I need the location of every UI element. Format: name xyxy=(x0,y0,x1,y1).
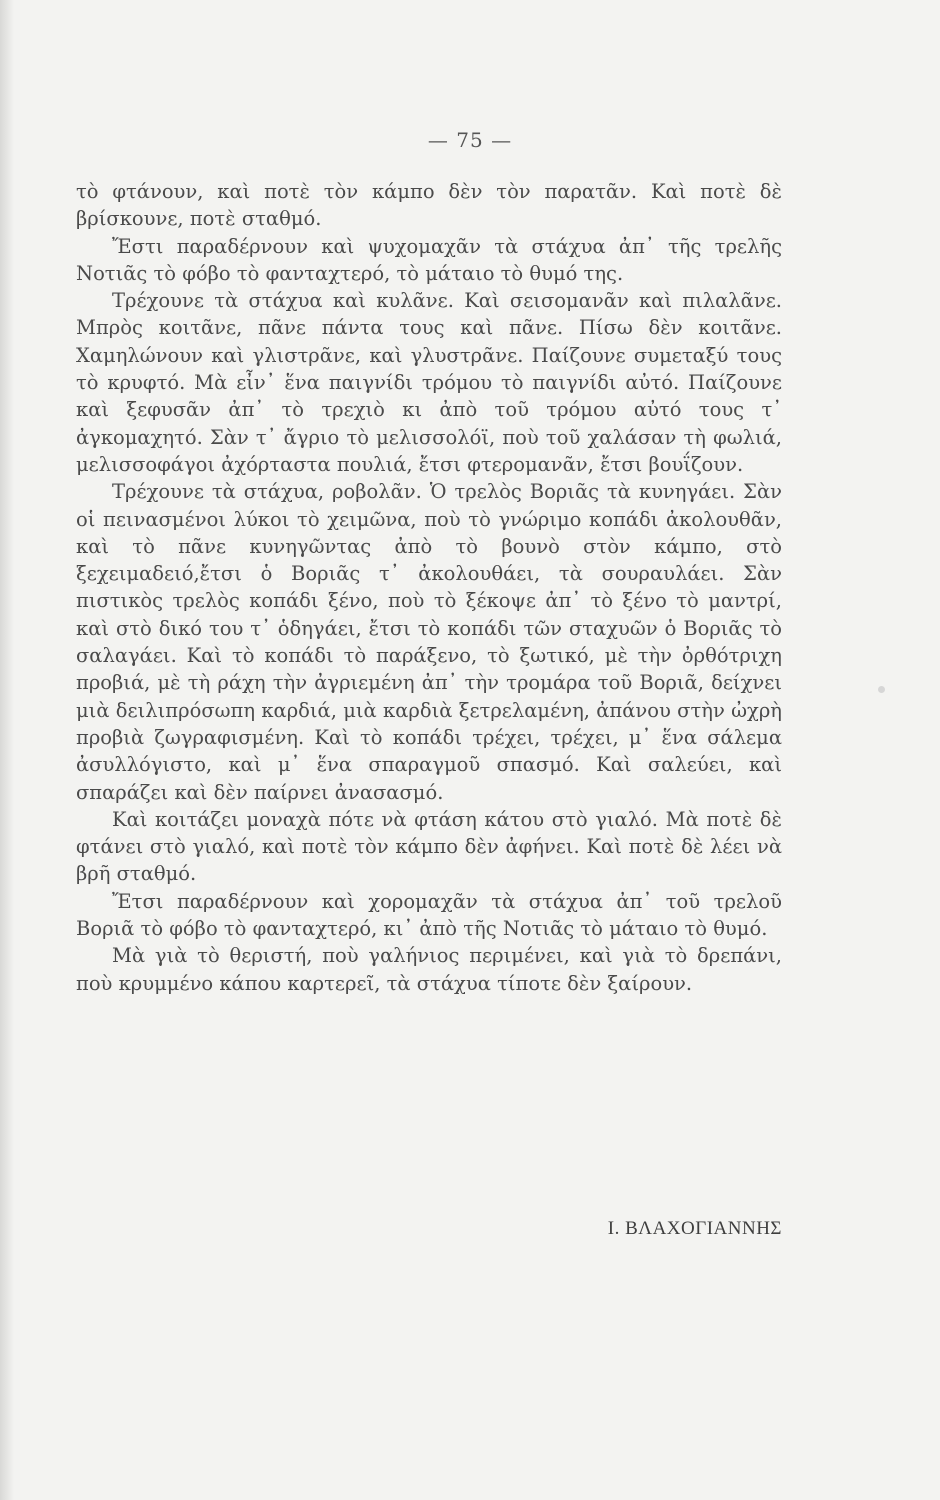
paragraph-2: Ἔστι παραδέρνουν καὶ ψυχομαχᾶν τὰ στάχυα ἀπ᾽ τῆς τρελῆς Νοτιᾶς τὸ φόβο τὸ φανταχτερό, τὸ μάταιο τὸ θυμό της. xyxy=(76,234,782,285)
paragraph-6: Ἔτσι παραδέρνουν καὶ χορομαχᾶν τὰ στάχυα ἀπ᾽ τοῦ τρελοῦ Βοριᾶ τὸ φόβο τὸ φανταχτερό, κι᾽ ἀπὸ τῆς Νοτιᾶς τὸ μάταιο τὸ θυμό. xyxy=(76,889,782,941)
paragraph-5: Καὶ κοιτάζει μοναχὰ πότε νὰ φτάση κάτου στὸ γιαλό. Μὰ ποτὲ δὲ φτάνει στὸ γιαλό, καὶ ποτὲ τὸν κάμπο δὲν ἀφήνει. Καὶ ποτὲ δὲ λέει νὰ βρῆ σταθμό. xyxy=(76,807,782,886)
page-edge-shadow xyxy=(0,0,14,1500)
paper-speck xyxy=(878,686,885,693)
paragraph-7: Μὰ γιὰ τὸ θεριστή, ποὺ γαλήνιος περιμένει, καὶ γιὰ τὸ δρεπάνι, ποὺ κρυμμένο κάπου καρτερεῖ, τὰ στάχυα τίποτε δὲν ξαίρουν. xyxy=(76,944,782,995)
author-signature: Ι. ΒΛΑΧΟΓΙΑΝΝΗΣ xyxy=(607,1218,782,1239)
paragraph-1: τὸ φτάνουν, καὶ ποτὲ τὸν κάμπο δὲν τὸν παρατᾶν. Καὶ ποτὲ δὲ βρίσκουνε, ποτὲ σταθμό. xyxy=(76,180,782,231)
paragraph-3: Τρέχουνε τὰ στάχυα καὶ κυλᾶνε. Καὶ σεισομανᾶν καὶ πιλαλᾶνε. Μπρὸς κοιτᾶνε, πᾶνε πάντα τους καὶ πᾶνε. Πίσω δὲν κοιτᾶνε. Χαμηλώνουν καὶ γλιστρᾶνε, καὶ γλυστρᾶνε. Παίζουνε συμεταξύ τους τὸ κρυφτό. Μὰ εἶν᾽ ἕνα παιγνίδι τρόμου τὸ παιγνίδι αὐτό. Παίζουνε καὶ ξεφυσᾶν ἀπ᾽ τὸ τρεχιὸ κι ἀπὸ τοῦ τρόμου αὐτό τους τ᾽ ἀγκομαχητό. Σὰν τ᾽ ἄγριο τὸ μελισσολόϊ, ποὺ τοῦ χαλάσαν τὴ φωλιά, μελισσοφάγοι ἀχόρταστα πουλιά, ἔτσι φτερομανᾶν, ἔτσι βουΐζουν. xyxy=(76,289,782,476)
paragraph-4: Τρέχουνε τὰ στάχυα, ροβολᾶν. Ὁ τρελὸς Βοριᾶς τὰ κυνηγάει. Σὰν οἱ πεινασμένοι λύκοι τὸ χειμῶνα, ποὺ τὸ γνώριμο κοπάδι ἀκολουθᾶν, καὶ τὸ πᾶνε κυνηγῶντας ἀπὸ τὸ βουνὸ στὸν κάμπο, στὸ ξεχειμαδειό,ἔτσι ὁ Βοριᾶς τ᾽ ἀκολουθάει, τὰ σουραυλάει. Σὰν πιστικὸς τρελὸς κοπάδι ξένο, ποὺ τὸ ξέκοψε ἀπ᾽ τὸ ξένο τὸ μαντρί, καὶ στὸ δικό του τ᾽ ὁδηγάει, ἔτσι τὸ κοπάδι τῶν σταχυῶν ὁ Βοριᾶς τὸ σαλαγάει. Καὶ τὸ κοπάδι τὸ παράξενο, τὸ ξωτικό, μὲ τὴν ὀρθότριχη προβιά, μὲ τὴ ράχη τὴν ἀγριεμένη ἀπ᾽ τὴν τρομάρα τοῦ Βοριᾶ, δείχνει μιὰ δειλιπρόσωπη καρδιά, μιὰ καρδιὰ ξετρελαμένη, ἀπάνου στὴν ὠχρὴ προβιὰ ζωγραφισμένη. Καὶ τὸ κοπάδι τρέχει, τρέχει, μ᾽ ἕνα σάλεμα ἀσυλλόγιστο, καὶ μ᾽ ἕνα σπαραγμοῦ σπασμό. Καὶ σαλεύει, καὶ σπαράζει καὶ δὲν παίρνει ἀνασασμό. xyxy=(76,480,782,804)
page-number: — 75 — xyxy=(427,128,513,152)
body-text xyxy=(76,178,782,997)
